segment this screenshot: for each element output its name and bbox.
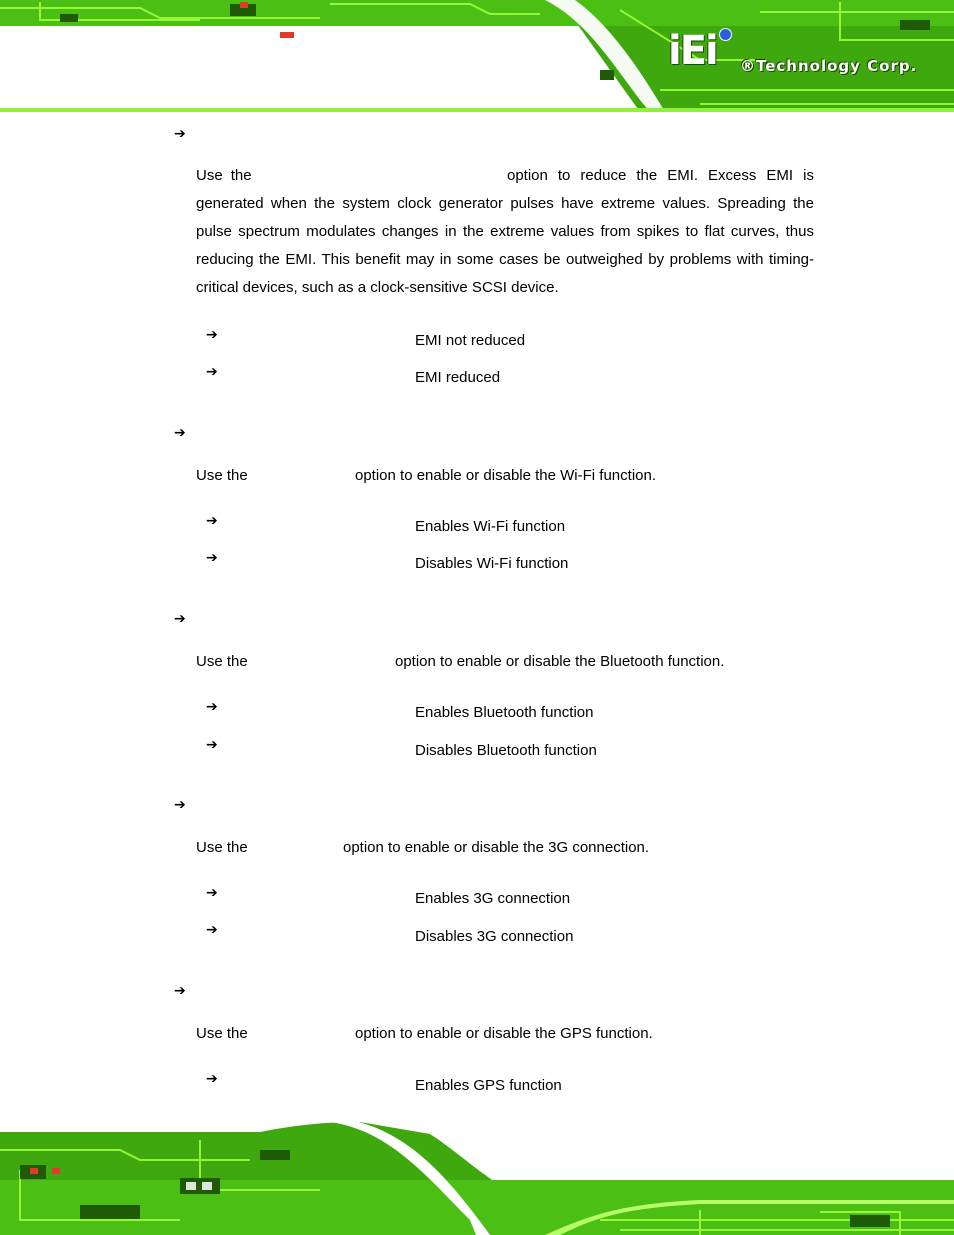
intro-text: Use the — [196, 839, 248, 856]
option-arrow-icon: ➔ — [206, 922, 218, 938]
option-description: Enables 3G connection — [415, 890, 571, 907]
intro-word: EMI. — [667, 167, 699, 184]
option-description: Disables Wi-Fi function — [415, 555, 569, 572]
logo-text: ®Technology Corp. — [740, 57, 918, 75]
option-arrow-icon: ➔ — [206, 327, 218, 343]
option-arrow-icon: ➔ — [206, 737, 218, 753]
option-arrow-icon: ➔ — [206, 364, 218, 380]
option-arrow-icon: ➔ — [206, 1071, 218, 1087]
option-description: EMI not reduced — [415, 332, 526, 349]
option-description: Disables Bluetooth function — [415, 742, 597, 759]
section-arrow-icon: ➔ — [174, 797, 186, 813]
intro-word: reduce — [580, 167, 627, 184]
option-arrow-icon: ➔ — [206, 550, 218, 566]
section-arrow-icon: ➔ — [174, 126, 186, 142]
logo-mark: iEi — [668, 28, 717, 74]
intro-word: Use — [196, 167, 223, 184]
section-arrow-icon: ➔ — [174, 983, 186, 999]
option-description: Enables Bluetooth function — [415, 704, 594, 721]
option-description: Disables 3G connection — [415, 928, 574, 945]
company-logo — [668, 28, 954, 78]
intro-text: Use the — [196, 1025, 248, 1042]
option-description: Enables Wi-Fi function — [415, 518, 566, 535]
option-arrow-icon: ➔ — [206, 885, 218, 901]
intro-word: is — [803, 167, 814, 184]
intro-text: Use the — [196, 653, 248, 670]
intro-word: to — [557, 167, 571, 184]
option-arrow-icon: ➔ — [206, 513, 218, 529]
intro-text: option to enable or disable the GPS function. — [355, 1025, 653, 1042]
intro-word: EMI — [766, 167, 794, 184]
section-1-paragraph — [196, 162, 814, 302]
intro-word: Excess — [708, 167, 757, 184]
option-description: Enables GPS function — [415, 1077, 562, 1094]
intro-text: option to enable or disable the Bluetooth function. — [395, 653, 725, 670]
option-description: EMI reduced — [415, 369, 501, 386]
footer-banner — [0, 1120, 954, 1235]
section-arrow-icon: ➔ — [174, 611, 186, 627]
intro-text: option to enable or disable the Wi-Fi function. — [355, 467, 657, 484]
section-arrow-icon: ➔ — [174, 425, 186, 441]
intro-text: Use the — [196, 467, 248, 484]
intro-word: the — [230, 167, 252, 184]
intro-word: the — [636, 167, 658, 184]
option-arrow-icon: ➔ — [206, 699, 218, 715]
section-1-body: generated when the system clock generator pulses have extreme values. Spreading the pulse spectrum modulates changes in the extreme values from spikes to flat curves, thus reducing the EMI. This benefit may in some cases be outweighed by problems with timing-critical devices, such as a clock-sensitive SCSI device. — [196, 195, 814, 296]
intro-word: option — [507, 167, 548, 184]
logo-dot — [719, 28, 732, 41]
intro-text: option to enable or disable the 3G connection. — [343, 839, 650, 856]
